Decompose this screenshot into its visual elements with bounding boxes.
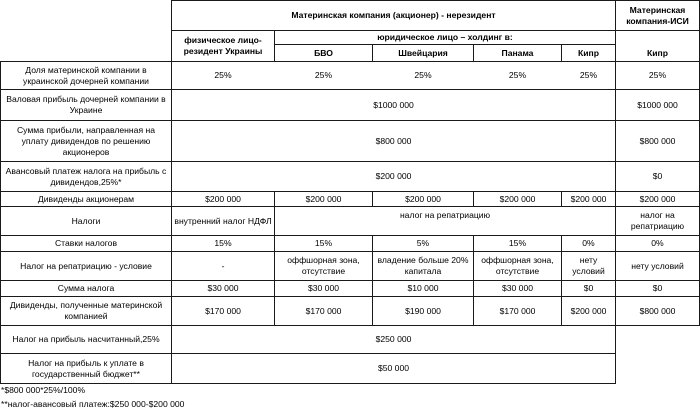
cell-value: 0%: [651, 238, 664, 248]
cell-value: $170 000: [499, 305, 536, 316]
cell-value: $200 000: [639, 193, 676, 204]
cell-isi-value: $1000 000: [637, 99, 678, 110]
cell-merged-value: $50 000: [377, 363, 410, 373]
cell-value: 15%: [508, 238, 527, 248]
cell-value: $200 000: [570, 305, 607, 316]
row-label-advance-tax: Авансовый платеж налога на прибыль с дивидендов,25%*: [5, 165, 167, 187]
header-isi-jurisdiction: Кипр: [647, 47, 668, 58]
cell-value: 25%: [414, 70, 432, 80]
cell-value: 0%: [582, 238, 595, 248]
footnote-1: *$800 000*25%/100%: [1, 385, 86, 395]
cell-value: 25%: [579, 70, 598, 80]
cell-value: владение больше 20% капитала: [377, 255, 469, 276]
cell-merged-value: $800 000: [375, 135, 412, 146]
cell-value: $30 000: [207, 283, 239, 293]
cell-value: $0: [583, 283, 594, 293]
cell-value: $200 000: [205, 193, 241, 204]
header-individual: физическое лицо- резидент Украины: [183, 35, 263, 56]
header-legal-entity: юридическое лицо – холдинг в:: [377, 32, 513, 42]
footnote-2: **налог-авансовый платеж:$250 000-$200 000: [1, 399, 185, 409]
cell-isi-value: $0: [652, 171, 663, 181]
cell-value: $0: [652, 283, 663, 293]
cell-value: 15%: [214, 238, 232, 248]
cell-value: $200 000: [570, 193, 607, 204]
cell-value: $170 000: [305, 305, 342, 316]
row-label-tax-amount: Сумма налога: [57, 283, 115, 293]
cell-value: нету условий: [631, 260, 684, 271]
header-jurisdiction-panama: Панама: [501, 47, 534, 58]
cell-value: 25%: [314, 70, 333, 80]
cell-value: $10 000: [407, 283, 439, 293]
row-label-share: Доля материнской компании в украинской дочерней компании: [23, 64, 149, 86]
cell-value: 15%: [314, 238, 333, 248]
row-label-taxes: Налоги: [71, 215, 101, 226]
cell-value: $200 000: [305, 193, 342, 204]
cell-value: $800 000: [639, 305, 676, 316]
cell-merged-value: $200 000: [375, 171, 412, 181]
cell-value: $200 000: [499, 193, 536, 204]
cell-value: $170 000: [205, 305, 241, 316]
row-label-dividends-shareholders: Дивиденды акционерам: [37, 193, 135, 204]
cell-value: 25%: [214, 70, 232, 80]
cell-value: оффшорная зона, отсутствие: [287, 255, 360, 276]
row-label-dividend-sum: Сумма прибыли, направленная на уплату дивидендов по решению акционеров: [16, 124, 156, 157]
row-label-profit-tax-payable: Налог на прибыль к уплате в государственный бюджет**: [28, 357, 144, 379]
cell-merged-value: $250 000: [375, 334, 412, 344]
header-jurisdiction-cyprus: Кипр: [578, 47, 599, 58]
cell-merged-value: $1000 000: [373, 99, 414, 110]
row-label-repatriation-condition: Налог на репатриацию - условие: [20, 260, 152, 271]
cell-value: оффшорная зона, отсутствие: [481, 255, 554, 276]
cell-value: $30 000: [307, 283, 340, 293]
cell-value: -: [221, 260, 225, 271]
header-jurisdiction-switzerland: Швейцария: [398, 47, 448, 58]
cell-value: нету условий: [572, 255, 605, 276]
cell-isi-tax: налог на репатриацию: [630, 210, 685, 231]
row-label-gross-profit: Валовая прибыль дочерней компании в Украине: [6, 94, 166, 115]
cell-value: 5%: [416, 238, 430, 248]
cell-value: $200 000: [405, 193, 441, 204]
row-label-accrued-profit-tax: Налог на прибыль насчитанный,25%: [12, 334, 160, 344]
header-jurisdiction-bvo: БВО: [314, 47, 333, 58]
row-label-tax-rates: Ставки налогов: [54, 238, 118, 248]
cell-individual-tax: внутренний налог НДФЛ: [174, 215, 272, 226]
header-group-title: Материнская компания (акционер) - нерезидент: [291, 10, 496, 20]
cell-value: $190 000: [405, 305, 441, 316]
cell-isi-value: $800 000: [639, 135, 676, 146]
header-isi-title: Материнская компания-ИСИ: [626, 4, 689, 26]
cell-value: 25%: [648, 70, 667, 80]
cell-value: $30 000: [501, 283, 534, 293]
cell-value: 25%: [508, 70, 527, 80]
row-label-dividends-received: Дивиденды, полученные материнской компанией: [9, 300, 163, 321]
cell-merged-legal-tax: налог на репатриацию: [399, 210, 491, 220]
